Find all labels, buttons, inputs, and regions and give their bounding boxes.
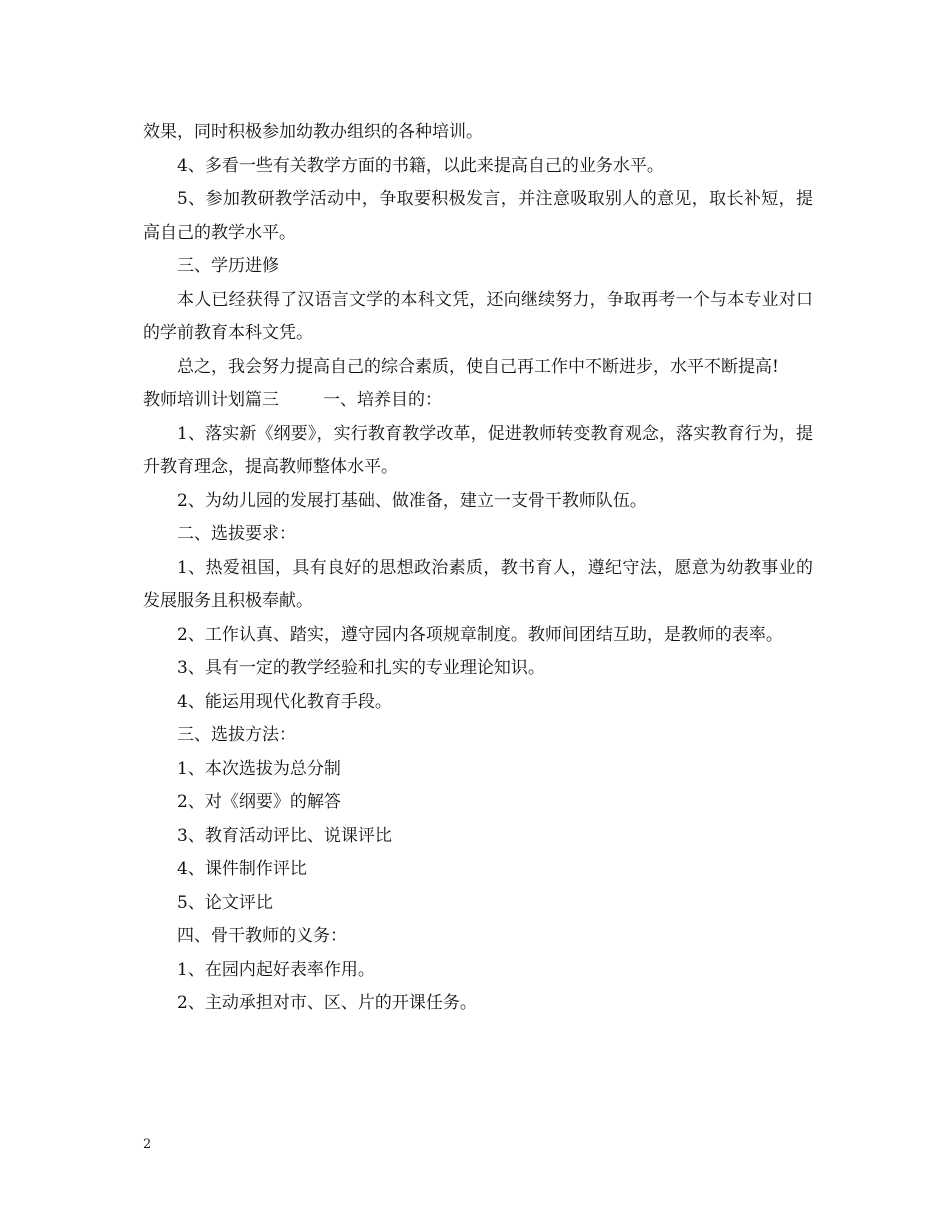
paragraph: 1、落实新《纲要》，实行教育教学改革，促进教师转变教育观念，落实教育行为，提升教育理念，提高教师整体水平。 bbox=[143, 423, 813, 477]
section-title: 教师培训计划篇三 bbox=[143, 390, 279, 410]
list-item: 1、在园内起好表率作用。 bbox=[177, 959, 375, 980]
section-heading: 三、选拔方法： bbox=[177, 725, 296, 745]
section-first-heading: 一、培养目的： bbox=[323, 390, 442, 410]
paragraph: 本人已经获得了汉语言文学的本科文凭，还向继续努力，争取再考一个与本专业对口的学前教育本科文凭。 bbox=[143, 289, 813, 343]
paragraph: 2、为幼儿园的发展打基础、做准备，建立一支骨干教师队伍。 bbox=[177, 490, 647, 511]
page-number: 2 bbox=[143, 1137, 152, 1152]
paragraph: 总之，我会努力提高自己的综合素质，使自己再工作中不断进步，水平不断提高! bbox=[177, 356, 779, 377]
paragraph: 4、多看一些有关教学方面的书籍，以此来提高自己的业务水平。 bbox=[177, 155, 664, 176]
section-heading: 三、学历进修 bbox=[177, 256, 279, 276]
list-item: 2、主动承担对市、区、片的开课任务。 bbox=[177, 993, 477, 1013]
document-body bbox=[143, 116, 813, 1021]
paragraph: 5、参加教研教学活动中，争取要积极发言，并注意吸取别人的意见，取长补短，提高自己的教学水平。 bbox=[143, 189, 813, 243]
paragraph: 4、能运用现代化教育手段。 bbox=[177, 691, 392, 712]
paragraph: 1、热爱祖国，具有良好的思想政治素质，教书育人，遵纪守法，愿意为幼教事业的发展服务且积极奉献。 bbox=[143, 557, 813, 611]
list-item: 4、课件制作评比 bbox=[177, 859, 307, 879]
list-item: 3、教育活动评比、说课评比 bbox=[177, 825, 392, 846]
section-title-line bbox=[143, 384, 813, 418]
list-item: 2、对《纲要》的解答 bbox=[177, 792, 341, 812]
section-heading: 四、骨干教师的义务： bbox=[177, 926, 347, 946]
paragraph: 效果，同时积极参加幼教办组织的各种培训。 bbox=[143, 122, 483, 142]
section-heading: 二、选拔要求： bbox=[177, 524, 296, 544]
list-item: 5、论文评比 bbox=[177, 892, 273, 913]
list-item: 1、本次选拔为总分制 bbox=[177, 758, 341, 779]
paragraph: 3、具有一定的教学经验和扎实的专业理论知识。 bbox=[177, 658, 545, 678]
paragraph: 2、工作认真、踏实，遵守园内各项规章制度。教师间团结互助，是教师的表率。 bbox=[177, 624, 783, 645]
